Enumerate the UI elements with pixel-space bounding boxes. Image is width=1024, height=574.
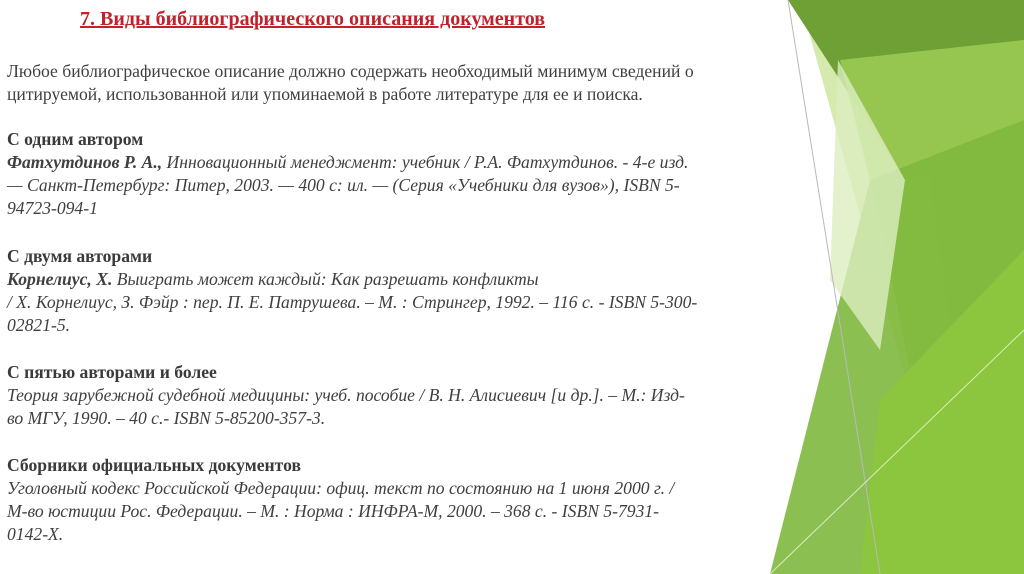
entry-line: 94723-094-1 bbox=[7, 198, 98, 218]
bibliographic-entry bbox=[7, 268, 777, 337]
section-heading: С пятью авторами и более bbox=[7, 362, 217, 382]
entry-line: Уголовный кодекс Российской Федерации: офиц. текст по состоянию на 1 июня 2000 г. / bbox=[7, 478, 675, 498]
entry-line: / Х. Корнелиус, З. Фэйр : пер. П. Е. Патрушева. – М. : Стрингер, 1992. – 116 с. - ISBN 5-300- bbox=[7, 292, 698, 312]
section-heading: С одним автором bbox=[7, 129, 144, 149]
entry-line: 02821-5. bbox=[7, 315, 71, 335]
section-official-documents bbox=[7, 454, 777, 546]
entry-line: — Санкт-Петербург: Питер, 2003. — 400 с: ил. — (Серия «Учебники для вузов»), ISBN 5- bbox=[7, 175, 680, 195]
bibliographic-entry bbox=[7, 151, 777, 220]
bibliographic-entry bbox=[7, 477, 777, 546]
slide-title: 7. Виды библиографического описания документов bbox=[80, 8, 546, 30]
section-two-authors bbox=[7, 245, 777, 337]
entry-line: Теория зарубежной судебной медицины: учеб. пособие / В. Н. Алисиевич [и др.]. – М.: Изд- bbox=[7, 385, 685, 405]
entry-line: 0142-Х. bbox=[7, 524, 64, 544]
bibliographic-entry bbox=[7, 384, 777, 430]
entry-line: Инновационный менеджмент: учебник / Р.А. Фатхутдинов. - 4-е изд. bbox=[162, 152, 689, 172]
entry-author: Корнелиус, Х. bbox=[7, 269, 113, 289]
entry-author: Фатхутдинов Р. А., bbox=[7, 152, 163, 172]
section-five-authors bbox=[7, 361, 777, 430]
entry-line: Выиграть может каждый: Как разрешать конфликты bbox=[112, 269, 539, 289]
section-one-author bbox=[7, 128, 777, 220]
entry-line: М-во юстиции Рос. Федерации. – М. : Норма : ИНФРА-М, 2000. – 368 с. - ISBN 5-7931- bbox=[7, 501, 660, 521]
section-heading: С двумя авторами bbox=[7, 246, 153, 266]
intro-paragraph: Любое библиографическое описание должно содержать необходимый минимум сведений о цитируемой, использованной или упоминаемой в работе литературе для ее и поиска. bbox=[7, 61, 694, 104]
section-heading: Сборники официальных документов bbox=[7, 455, 301, 475]
entry-line: во МГУ, 1990. – 40 с.- ISBN 5-85200-357-3. bbox=[7, 408, 326, 428]
